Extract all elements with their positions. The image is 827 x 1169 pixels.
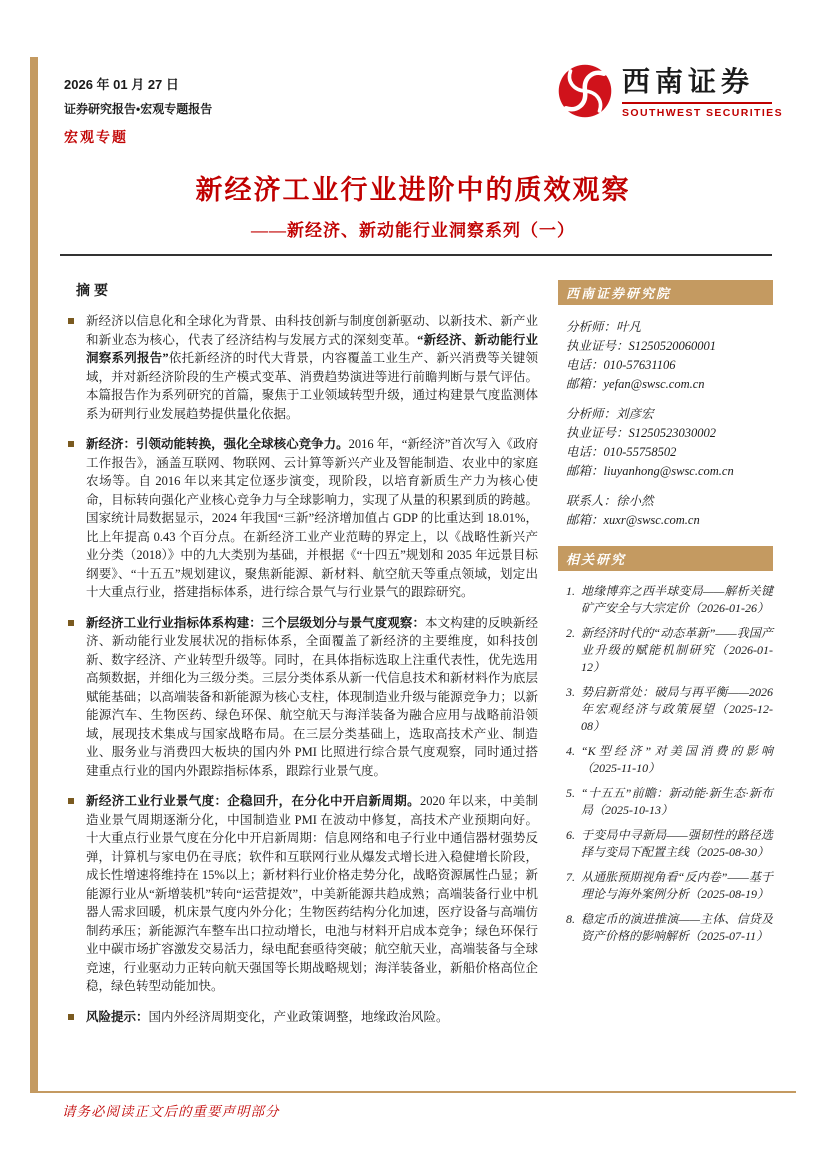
page-title: 新经济工业行业进阶中的质效观察 (195, 175, 631, 205)
analyst-block-1 (566, 318, 771, 394)
logo-company-name-en: SOUTHWEST SECURITIES (621, 107, 783, 119)
report-header (64, 74, 212, 147)
analyst-name: 分析师：叶凡 (566, 320, 642, 334)
related-item: 新经济时代的“动态革新”——我国产业升级的赋能机制研究（2026-01-12） (581, 626, 773, 674)
report-date: 2026 年 01 月 27 日 (64, 77, 179, 92)
footer-gold-line (30, 1091, 796, 1093)
related-item: 地缘博弈之西半球变局——解析关键矿产安全与大宗定价（2026-01-26） (581, 584, 773, 615)
report-type: 证券研究报告•宏观专题报告 (64, 102, 213, 116)
research-institute-heading: 西南证券研究院 (558, 280, 773, 305)
related-research-heading: 相关研究 (558, 546, 773, 571)
sidebar (558, 280, 773, 953)
analyst-block-2 (566, 405, 771, 481)
logo-company-name-cn: 西南证券 (621, 67, 754, 98)
left-gold-bar (30, 57, 38, 1091)
swirl-logo-icon (556, 62, 614, 120)
analyst-name: 分析师：刘彦宏 (566, 407, 654, 421)
analyst-license: 执业证号：S1250520060001 (566, 339, 717, 353)
contact-person-block (566, 492, 771, 530)
abstract-bullet-1: 新经济以信息化和全球化为背景、由科技创新与制度创新驱动、以新技术、新产业和新业态为核心，代表了经济结构与发展方式的深刻变革。“新经济、新动能行业洞察系列报告”依托新经济的时代大背景，内容覆盖工业生产、新兴消费等关键领域，并对新经济阶段的生产模式变革、消费趋势演进等进行前瞻判断与景气评估。本篇报告作为系列研究的首篇，聚焦于工业领域转型升级，通过构建景气度监测体系为研判行业发展趋势提供量化依据。 (60, 312, 538, 423)
analyst-phone: 电话：010-55758502 (566, 445, 677, 459)
related-item: 势启新常处：破局与再平衡——2026年宏观经济与政策展望（2025-12-08） (581, 685, 773, 733)
contact-email: 邮箱：xuxr@swsc.com.cn (566, 513, 700, 527)
footer-disclaimer: 请务必阅读正文后的重要声明部分 (62, 1104, 280, 1119)
abstract-bullet-risk: 风险提示：国内外经济周期变化，产业政策调整，地缘政治风险。 (60, 1008, 538, 1027)
contact-name: 联系人：徐小然 (566, 494, 654, 508)
abstract-section (60, 280, 538, 1038)
related-item: 从通胀预期视角看“反内卷”——基于理论与海外案例分析（2025-08-19） (581, 870, 773, 901)
abstract-bullet-2: 新经济：引领动能转换，强化全球核心竞争力。2016 年，“新经济”首次写入《政府工作报告》，涵盖互联网、物联网、云计算等新兴产业及智能制造、农业中的家庭农场等。自 2016 年以来其定位逐步演变，现阶段，以培育新质生产力为核心使命，目标转向强化产业核心竞争力与全球影响力，实现了从量的积累到质的跨越。国家统计局数据显示，2024 年我国“三新”经济增加值占 GDP 的比重达到 18.01%，比上年提高 0.43 个百分点。在新经济工业产业范畴的界定上，以《战略性新兴产业分类（2018）》中的九大类别为基础，并根据《“十四五”规划和 2035 年远景目标纲要》、“十五五”规划建议，聚焦新能源、新材料、航空航天等重点领域，划定出十大重点行业，搭建指标体系，进行综合景气与行业景气的跟踪研究。 (60, 435, 538, 602)
company-logo (556, 60, 783, 120)
logo-red-rule (622, 102, 772, 104)
logo-text-block (622, 60, 783, 119)
report-category: 宏观专题 (64, 129, 128, 145)
related-item: “十五五”前瞻：新动能·新生态·新布局（2025-10-13） (581, 786, 773, 817)
abstract-bullet-list (60, 312, 538, 1026)
title-divider (60, 254, 772, 256)
page-subtitle: ——新经济、新动能行业洞察系列（一） (251, 221, 575, 240)
abstract-bullet-3: 新经济工业行业指标体系构建：三个层级划分与景气度观察：本文构建的反映新经济、新动能行业发展状况的指标体系，全面覆盖了新经济的主要维度，如科技创新、数字经济、产业转型升级等。同时，在具体指标选取上注重代表性，优先选用高频数据，并细化为三级分类。三层分类体系从新一代信息技术和新材料作为底层赋能基础；以高端装备和新能源为核心支柱，体现制造业升级与能源竞争力；以新能源汽车、生物医药、绿色环保、航空航天与海洋装备为融合应用与战略前沿领域，展现技术集成与国家战略布局。在三层分类基础上，选取高技术产业、制造业、服务业与消费四大板块的国内外 PMI 比照进行综合景气度观察，同时通过搭建重点行业的国内外跟踪指标体系，跟踪行业景气度。 (60, 614, 538, 781)
analyst-license: 执业证号：S1250523030002 (566, 426, 717, 440)
contacts-block (566, 318, 771, 530)
related-item: “K型经济”对美国消费的影响（2025-11-10） (581, 744, 773, 775)
related-item: 稳定币的演进推演——主体、信贷及资产价格的影响解析（2025-07-11） (581, 912, 773, 943)
analyst-email: 邮箱：liuyanhong@swsc.com.cn (566, 464, 734, 478)
analyst-email: 邮箱：yefan@swsc.com.cn (566, 377, 705, 391)
abstract-heading: 摘要 (76, 284, 112, 299)
analyst-phone: 电话：010-57631106 (566, 358, 676, 372)
related-item: 于变局中寻新局——强韧性的路径选择与变局下配置主线（2025-08-30） (581, 828, 773, 859)
abstract-bullet-4: 新经济工业行业景气度：企稳回升，在分化中开启新周期。2020 年以来，中美制造业景气周期逐渐分化，中国制造业 PMI 在波动中修复，高技术产业预期向好。十大重点行业景气度在分化中开启新周期：信息网络和电子行业中通信器材强势反弹，计算机与家电仍在寻底；软件和互联网行业从爆发式增长进入稳健增长阶段，成长性增速将维持在 15%以上；新材料行业价格走势分化，战略资源属性凸显；新能源行业从“新增装机”转向“运营提效”，中美新能源共趋成熟；高端装备行业中机器人需求回暖，机床景气度内外分化；生物医药结构分化加速，医疗设备与高端仿制药承压；新能源汽车整车出口拉动增长，电池与材料开启成本竞争；绿色环保行业中碳市场扩容激发交易活力，绿电配套亟待突破；航空航天业，高端装备与全球竞速，行业驱动力正转向航天强国等长期战略规划；海洋装备业，新船价格高位企稳，绿色转型动能加快。 (60, 792, 538, 996)
related-research-list (566, 583, 773, 945)
